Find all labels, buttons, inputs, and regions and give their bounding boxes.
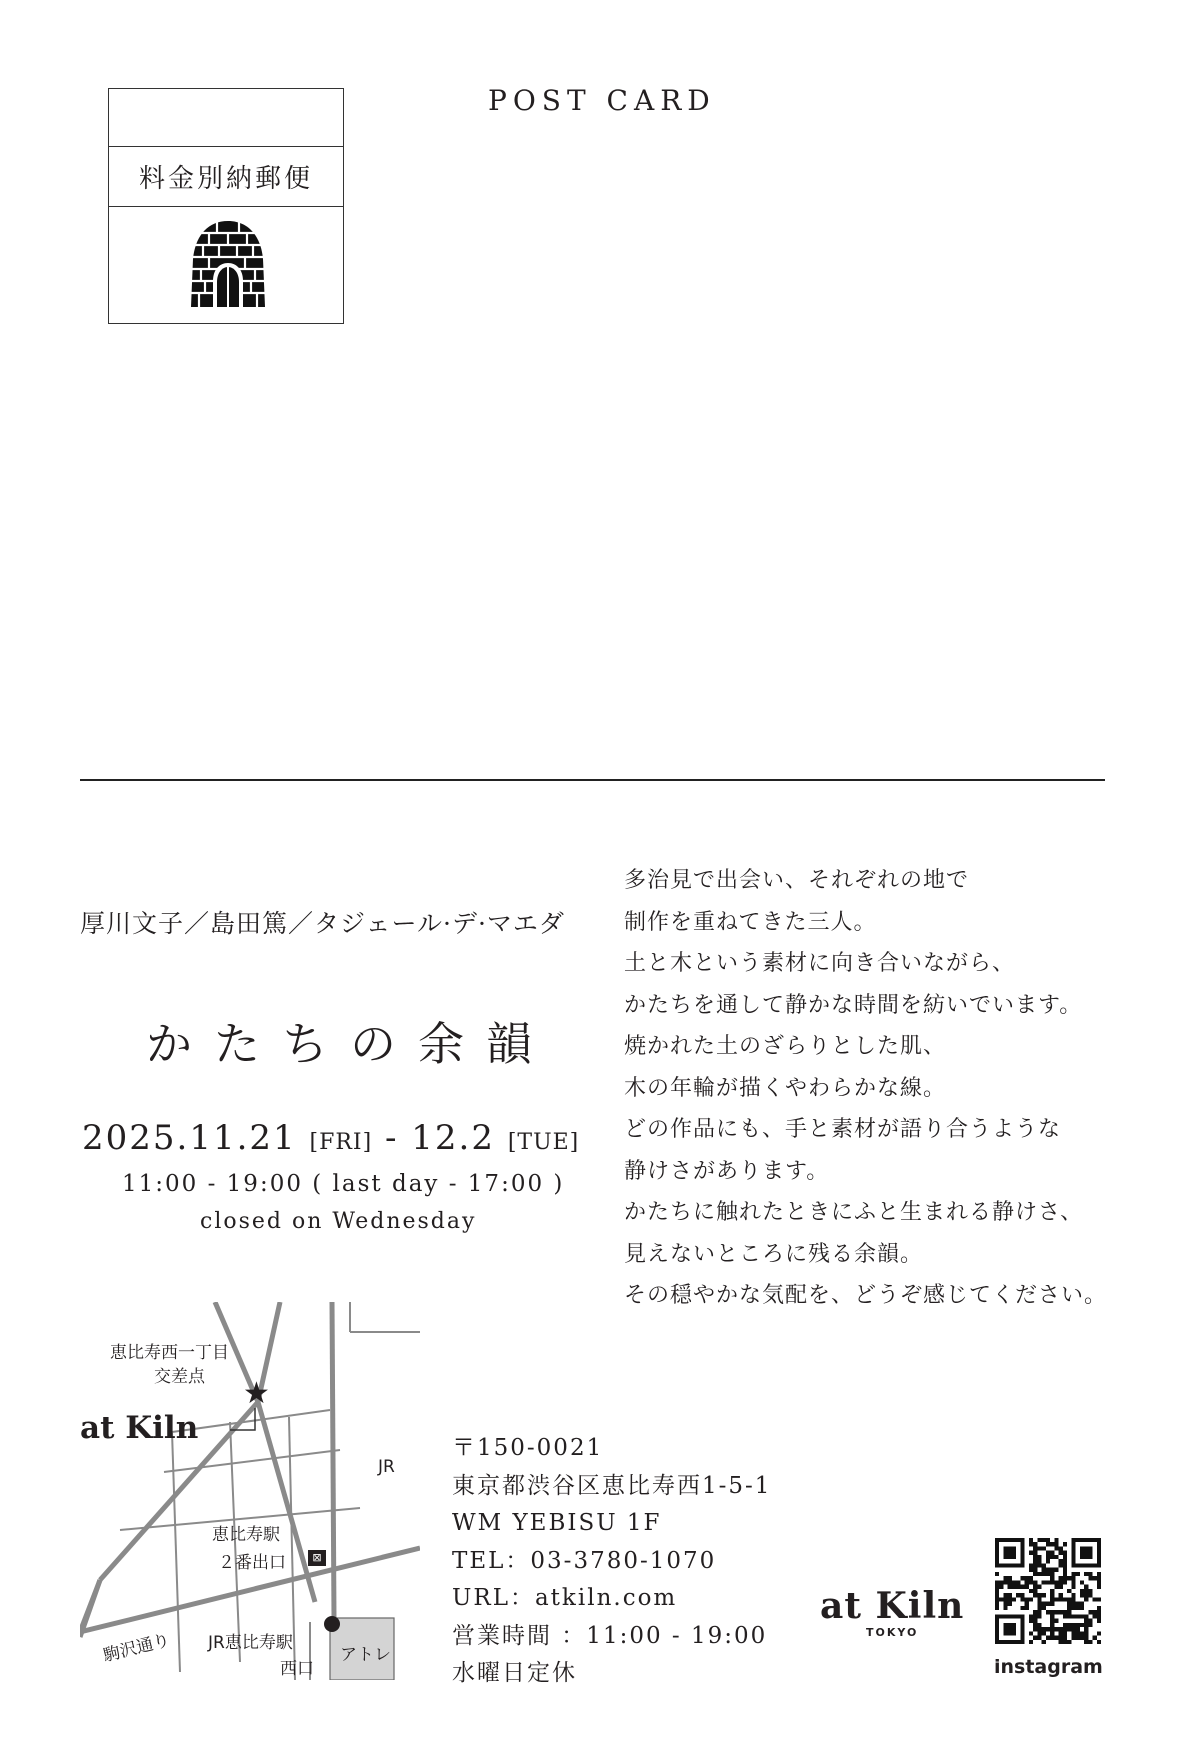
jr-line-label: JR bbox=[378, 1457, 395, 1477]
postcard-heading: POST CARD bbox=[488, 84, 716, 117]
stamp-label: 料金別納郵便 bbox=[109, 146, 343, 207]
dow-end: [TUE] bbox=[507, 1130, 580, 1155]
brand-logo bbox=[820, 1585, 965, 1639]
business-hours: 営業時間 ：11:00 - 19:00 bbox=[452, 1622, 768, 1649]
exhibition-hours: 11:00 - 19:00 ( last day - 17:00 ) bbox=[122, 1171, 565, 1197]
exit-label: ２番出口 bbox=[218, 1553, 286, 1573]
zip-code: 〒150-0021 bbox=[452, 1435, 604, 1461]
exhibition-dates bbox=[82, 1118, 579, 1158]
telephone: TEL：03-3780-1070 bbox=[452, 1547, 717, 1574]
date-end: 12.2 bbox=[411, 1118, 495, 1158]
statement-text bbox=[624, 860, 1107, 1317]
map-venue-name: at Kiln bbox=[80, 1410, 199, 1446]
atre-label: アトレ bbox=[340, 1645, 391, 1665]
crossing-label: 恵比寿西一丁目 bbox=[110, 1343, 229, 1363]
divider-line bbox=[80, 779, 1105, 781]
website-url: URL：atkiln.com bbox=[452, 1585, 678, 1611]
west-exit-label: JR恵比寿駅 bbox=[208, 1633, 293, 1653]
statement-line: その穏やかな気配を、どうぞ感じてください。 bbox=[624, 1283, 1108, 1308]
statement-line: どの作品にも、手と素材が語り合うような bbox=[624, 1117, 1062, 1142]
stamp-blank-row bbox=[109, 89, 343, 147]
dow-start: [FRI] bbox=[309, 1130, 373, 1155]
access-map bbox=[80, 1302, 420, 1680]
statement-line: 木の年輪が描くやわらかな線。 bbox=[624, 1075, 947, 1101]
postage-stamp-box bbox=[108, 88, 344, 324]
statement-line: 静けさがあります。 bbox=[624, 1158, 830, 1184]
logo-name: at Kiln bbox=[820, 1585, 965, 1627]
venue-address bbox=[452, 1430, 771, 1693]
statement-line: 焼かれた土のざらりとした肌、 bbox=[624, 1034, 947, 1059]
kiln-icon bbox=[187, 219, 269, 309]
date-separator: - bbox=[384, 1118, 399, 1158]
west-exit-label-2: 西口 bbox=[280, 1659, 314, 1679]
statement-line: 見えないところに残る余韻。 bbox=[624, 1241, 924, 1267]
statement-line: 土と木という素材に向き合いながら、 bbox=[624, 951, 1016, 976]
artist-names: 厚川文子／島田篤／タジェール·デ·マエダ bbox=[80, 909, 565, 938]
metro-icon: ⊠ bbox=[308, 1550, 326, 1566]
statement-line: かたちを通して静かな時間を紡いでいます。 bbox=[624, 992, 1083, 1018]
statement-line: かたちに触れたときにふと生まれる静けさ、 bbox=[624, 1200, 1084, 1225]
statement-line: 多治見で出会い、それぞれの地で bbox=[624, 868, 970, 893]
instagram-label: instagram bbox=[994, 1656, 1103, 1678]
qr-code-icon[interactable] bbox=[995, 1538, 1101, 1644]
address-line-2: WM YEBISU 1F bbox=[452, 1510, 662, 1536]
crossing-label-2: 交差点 bbox=[154, 1367, 205, 1387]
regular-holiday: 水曜日定休 bbox=[452, 1660, 577, 1686]
date-start: 2025.11.21 bbox=[82, 1118, 297, 1158]
address-line-1: 東京都渋谷区恵比寿西1-5-1 bbox=[452, 1472, 772, 1499]
station-label: 恵比寿駅 bbox=[212, 1525, 280, 1545]
road-label: 駒沢通り bbox=[101, 1630, 173, 1667]
logo-subtitle: TOKYO bbox=[866, 1626, 919, 1639]
statement-line: 制作を重ねてきた三人。 bbox=[624, 909, 877, 935]
venue-star-icon: ★ bbox=[243, 1376, 270, 1411]
exhibition-title: かたちの余韻 bbox=[146, 1017, 554, 1071]
closed-day: closed on Wednesday bbox=[200, 1209, 477, 1234]
